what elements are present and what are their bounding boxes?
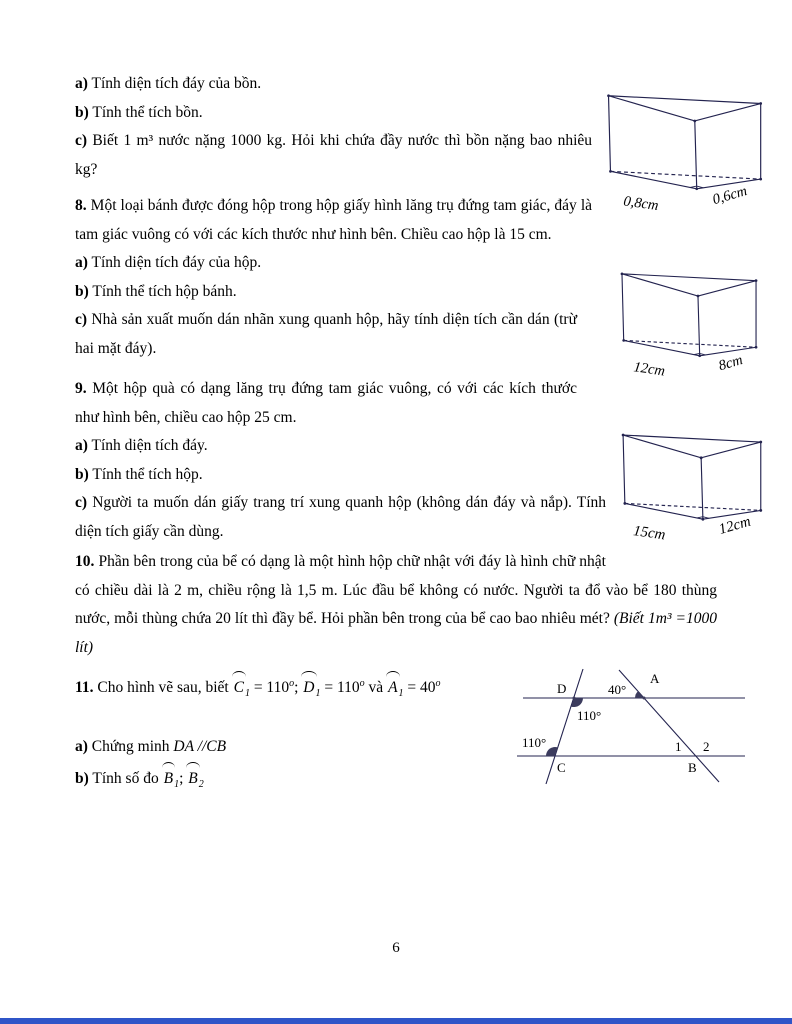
- dimension-label-left: 15cm: [632, 523, 667, 542]
- item-text: Chứng minh: [91, 737, 170, 755]
- math-deg: o: [289, 677, 295, 689]
- math-letter: D: [302, 674, 315, 703]
- angle-value-c: 110°: [522, 735, 547, 750]
- math-eq: = 40: [407, 679, 436, 696]
- item-text: Người ta muốn dán giấy trang trí xung quanh hộp (không dán đáy và nắp). Tính diện tích giấy cần dùng.: [75, 494, 607, 540]
- math-letter: A: [387, 674, 398, 703]
- problem-number: 10.: [75, 553, 95, 570]
- problem-text: Cho hình vẽ sau, biết: [97, 679, 229, 696]
- point-label-a: A: [650, 671, 660, 686]
- item-text: Nhà sản xuất muốn dán nhãn xung quanh hộp, hãy tính diện tích cần dán (trừ hai mặt đáy).: [75, 311, 577, 357]
- item-text: Tính thể tích bồn.: [92, 103, 203, 121]
- dimension-label-left: 0,8cm: [622, 193, 660, 214]
- item-label: a): [75, 75, 88, 92]
- angles-drawing: [517, 664, 752, 799]
- item-label: c): [75, 311, 88, 328]
- item-text: Tính thể tích hộp bánh.: [92, 282, 237, 300]
- point-dot-d: [573, 697, 576, 700]
- angle-marker-c: [546, 747, 558, 756]
- item-label: c): [75, 494, 88, 511]
- point-label-c: C: [557, 760, 566, 775]
- item-label: a): [75, 737, 88, 755]
- separator: ;: [294, 679, 299, 696]
- point-dot-a: [643, 697, 646, 700]
- math-angle-c1: [233, 677, 299, 700]
- cake-prism-drawing: [617, 267, 767, 378]
- page-content: [75, 70, 753, 816]
- item-text: Tính diện tích đáy của bồn.: [91, 75, 262, 92]
- math-letter: B: [163, 765, 174, 794]
- math-sub: 1: [244, 688, 250, 700]
- math-sub: 2: [198, 779, 204, 791]
- dimension-label-left: 12cm: [632, 358, 666, 378]
- math-deg: o: [359, 677, 365, 689]
- item-text: Tính diện tích đáy.: [91, 437, 208, 454]
- bottom-accent-bar: [0, 1018, 792, 1024]
- dimension-label-right: 0,6cm: [710, 183, 749, 209]
- prism-edges: [609, 96, 761, 189]
- angle-number-1: 1: [675, 739, 682, 754]
- angle-value-d: 110°: [577, 708, 602, 723]
- prism-edges: [622, 273, 756, 355]
- math-eq: = 110: [324, 679, 360, 696]
- math-sub: 1: [398, 688, 404, 700]
- item-label: a): [75, 254, 88, 271]
- item-label: b): [75, 103, 89, 121]
- math-angle-d1: [302, 677, 365, 700]
- math-deg: o: [435, 677, 441, 689]
- conjunction: và: [368, 679, 384, 696]
- problem-text: Phần bên trong của bể có dạng là một hình hộp chữ nhật với đáy là hình chữ nhật có chiều dài là 2 m, chiều rộng là 1,5 m. Lúc đầu bể không có nước. Người ta đổ vào bể 180 thùng nước, mỗi thùng chứa 20 lít thì đầy bể. Hỏi phần bên trong của bể cao bao nhiêu mét?: [75, 553, 717, 627]
- math-angle-b2: [187, 770, 204, 791]
- figure-cake-box-prism: [617, 267, 767, 389]
- problem-text: Một hộp quà có dạng lăng trụ đứng tam giác vuông, có với các kích thước như hình bên, chiều cao hộp 25 cm.: [75, 380, 577, 426]
- figure-parallel-lines-angles: [517, 664, 752, 810]
- item-text: Tính thể tích hộp.: [92, 465, 203, 483]
- math-sub: 1: [174, 779, 180, 791]
- problem-number: 8.: [75, 197, 87, 214]
- math-sub: 1: [315, 688, 321, 700]
- item-label: b): [75, 465, 89, 483]
- figure-tank-prism: [604, 88, 772, 225]
- problem-note: (Biết 1m³ =1000 lít): [75, 610, 717, 656]
- math-angle-b1: [163, 770, 184, 791]
- item-label: b): [75, 282, 89, 300]
- math-letter: C: [233, 674, 245, 703]
- problem-10-statement: [75, 548, 717, 662]
- prism-edges: [623, 435, 761, 519]
- angle-value-a: 40°: [608, 682, 627, 697]
- tank-prism-drawing: [604, 88, 772, 214]
- problem-text: Một loại bánh được đóng hộp trong hộp giấy hình lăng trụ đứng tam giác, đáy là tam giác vuông có với các kích thước như hình bên. Chiều cao hộp là 15 cm.: [75, 197, 593, 243]
- item-text: Tính diện tích đáy của hộp.: [91, 254, 262, 271]
- item-label: a): [75, 437, 88, 454]
- geometry-lines: [517, 669, 745, 784]
- angle-markers: [546, 691, 646, 756]
- point-label-b: B: [688, 760, 697, 775]
- transversal-ab: [619, 670, 719, 782]
- gift-prism-drawing: [618, 428, 772, 542]
- dimension-label-right: 12cm: [717, 513, 753, 538]
- geometry-labels: [522, 671, 710, 775]
- item-label: b): [75, 770, 89, 787]
- problem-number: 11.: [75, 679, 94, 696]
- math-eq: = 110: [253, 679, 290, 696]
- item-text: Biết 1 m³ nước nặng 1000 kg. Hỏi khi chứa đầy nước thì bồn nặng bao nhiêu kg?: [75, 132, 593, 178]
- dimension-label-right: 8cm: [716, 351, 745, 374]
- separator: ;: [179, 770, 184, 787]
- figure-gift-box-prism: [618, 428, 772, 553]
- problem-number: 9.: [75, 380, 87, 397]
- page-number: 6: [392, 939, 400, 956]
- math-letter: B: [187, 765, 198, 794]
- point-label-d: D: [557, 681, 567, 696]
- item-label: c): [75, 132, 88, 149]
- math-angle-a1: [387, 677, 441, 700]
- math-parallel-statement: DA //CB: [173, 737, 227, 755]
- item-text: Tính số đo: [92, 770, 159, 787]
- angle-number-2: 2: [703, 739, 710, 754]
